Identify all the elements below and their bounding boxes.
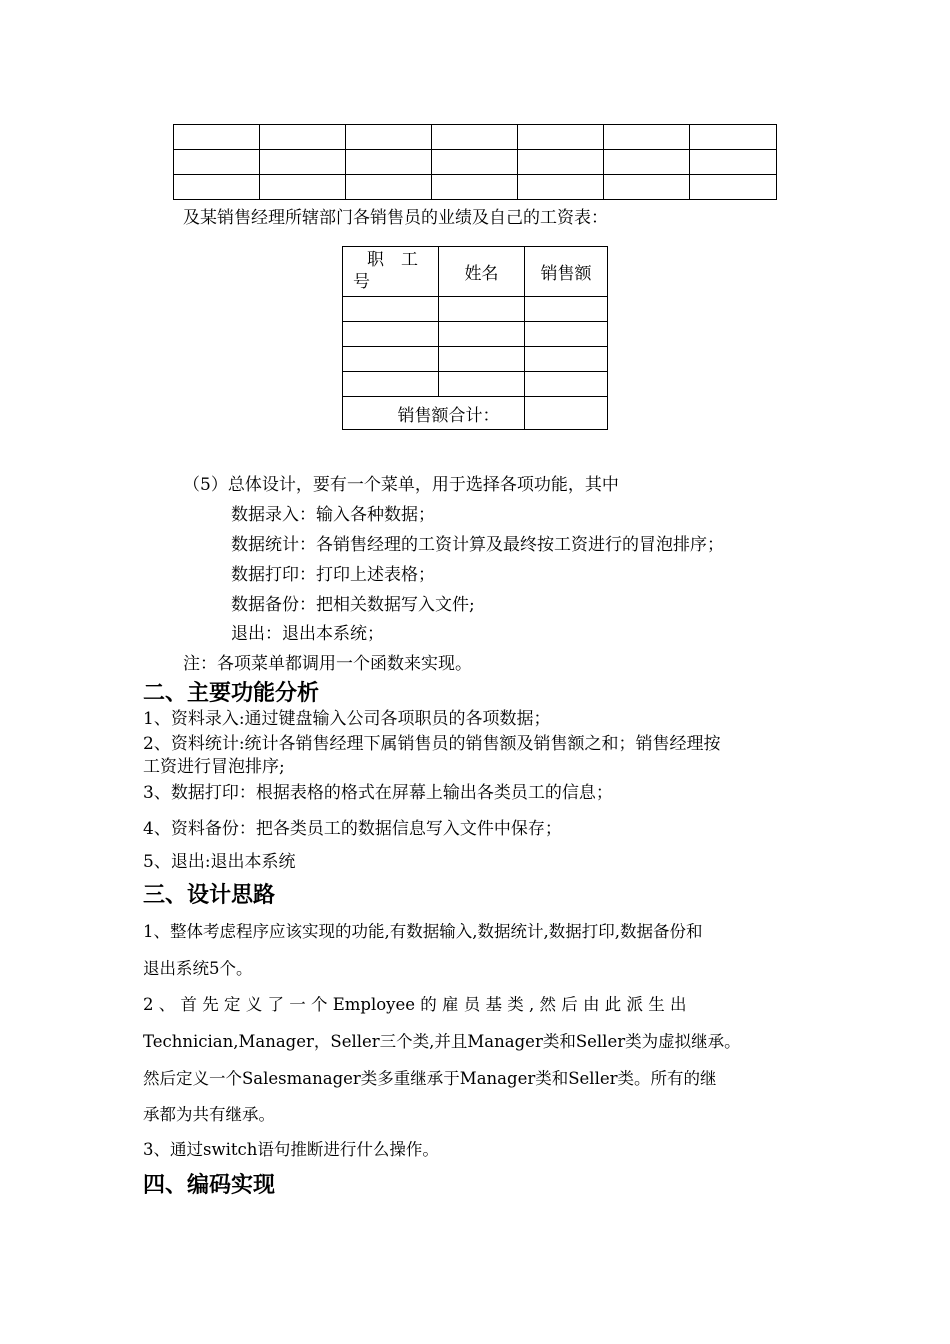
table-cell: [518, 150, 604, 175]
table-cell: [604, 175, 690, 200]
section5-title: （5）总体设计，要有一个菜单，用于选择各项功能，其中: [183, 475, 619, 495]
design-line: 2 、 首 先 定 义 了 一 个 Employee 的 雇 员 基 类 , 然 后 由 此 派 生 出: [143, 995, 687, 1014]
empty-table-top: [173, 124, 777, 200]
table-cell: [439, 322, 525, 347]
table-cell: [343, 297, 439, 322]
header-sales: 销售额: [525, 247, 608, 297]
table-cell: [174, 125, 260, 150]
menu-item: 数据录入：输入各种数据；: [231, 505, 435, 525]
table-cell: [346, 125, 432, 150]
menu-item: 数据打印：打印上述表格；: [231, 565, 435, 585]
total-value: [525, 397, 608, 430]
table-cell: [432, 175, 518, 200]
design-line: 退出系统5个。: [143, 959, 253, 978]
table-cell: [690, 175, 777, 200]
design-line: 承都为共有继承。: [143, 1105, 275, 1124]
table-cell: [260, 175, 346, 200]
table-cell: [343, 322, 439, 347]
heading-coding: 四、编码实现: [143, 1173, 276, 1198]
table-cell: [174, 175, 260, 200]
table-cell: [439, 297, 525, 322]
table-cell: [346, 175, 432, 200]
table-cell: [343, 347, 439, 372]
table-cell: [518, 125, 604, 150]
section5-note: 注：各项菜单都调用一个函数来实现。: [183, 654, 472, 674]
table-cell: [690, 150, 777, 175]
function-item: 5、退出:退出本系统: [143, 852, 296, 872]
table-cell: [525, 322, 608, 347]
table-cell: [432, 150, 518, 175]
menu-item: 数据统计：各销售经理的工资计算及最终按工资进行的冒泡排序；: [231, 535, 724, 555]
intro-line: 及某销售经理所辖部门各销售员的业绩及自己的工资表：: [183, 208, 608, 228]
design-line: 然后定义一个Salesmanager类多重继承于Manager类和Seller类。所有的继: [143, 1069, 717, 1088]
table-cell: [439, 372, 525, 397]
function-item: 2、资料统计:统计各销售经理下属销售员的销售额及销售额之和；销售经理按: [143, 734, 721, 754]
table-cell: [343, 372, 439, 397]
table-cell: [690, 125, 777, 150]
design-line: Technician,Manager，Seller三个类,并且Manager类和Seller类为虚拟继承。: [143, 1032, 741, 1051]
design-line: 1、整体考虑程序应该实现的功能,有数据输入,数据统计,数据打印,数据备份和: [143, 922, 703, 941]
table-cell: [525, 347, 608, 372]
function-item: 3、数据打印：根据表格的格式在屏幕上输出各类员工的信息；: [143, 783, 613, 803]
table-cell: [518, 175, 604, 200]
header-id-line2: 号: [353, 272, 370, 292]
table-cell: [346, 150, 432, 175]
table-cell: [604, 150, 690, 175]
table-cell: [432, 125, 518, 150]
sales-table: [342, 246, 608, 430]
header-name: 姓名: [439, 247, 525, 297]
heading-main-functions: 二、主要功能分析: [143, 681, 320, 706]
table-cell: [525, 297, 608, 322]
table-cell: [439, 347, 525, 372]
table-cell: [260, 150, 346, 175]
design-line: 3、通过switch语句推断进行什么操作。: [143, 1140, 439, 1159]
heading-design-ideas: 三、设计思路: [143, 883, 276, 908]
header-employee-id: [343, 247, 439, 297]
function-item: 工资进行冒泡排序;: [143, 757, 285, 777]
table-cell: [525, 372, 608, 397]
menu-item: 退出：退出本系统；: [231, 624, 384, 644]
function-item: 4、资料备份：把各类员工的数据信息写入文件中保存；: [143, 819, 562, 839]
total-label: 销售额合计：: [343, 397, 525, 430]
table-cell: [260, 125, 346, 150]
header-id-line1: 职 工: [367, 250, 418, 270]
menu-item: 数据备份：把相关数据写入文件;: [231, 595, 475, 615]
function-item: 1、资料录入:通过键盘输入公司各项职员的各项数据；: [143, 709, 551, 729]
table-cell: [604, 125, 690, 150]
table-cell: [174, 150, 260, 175]
